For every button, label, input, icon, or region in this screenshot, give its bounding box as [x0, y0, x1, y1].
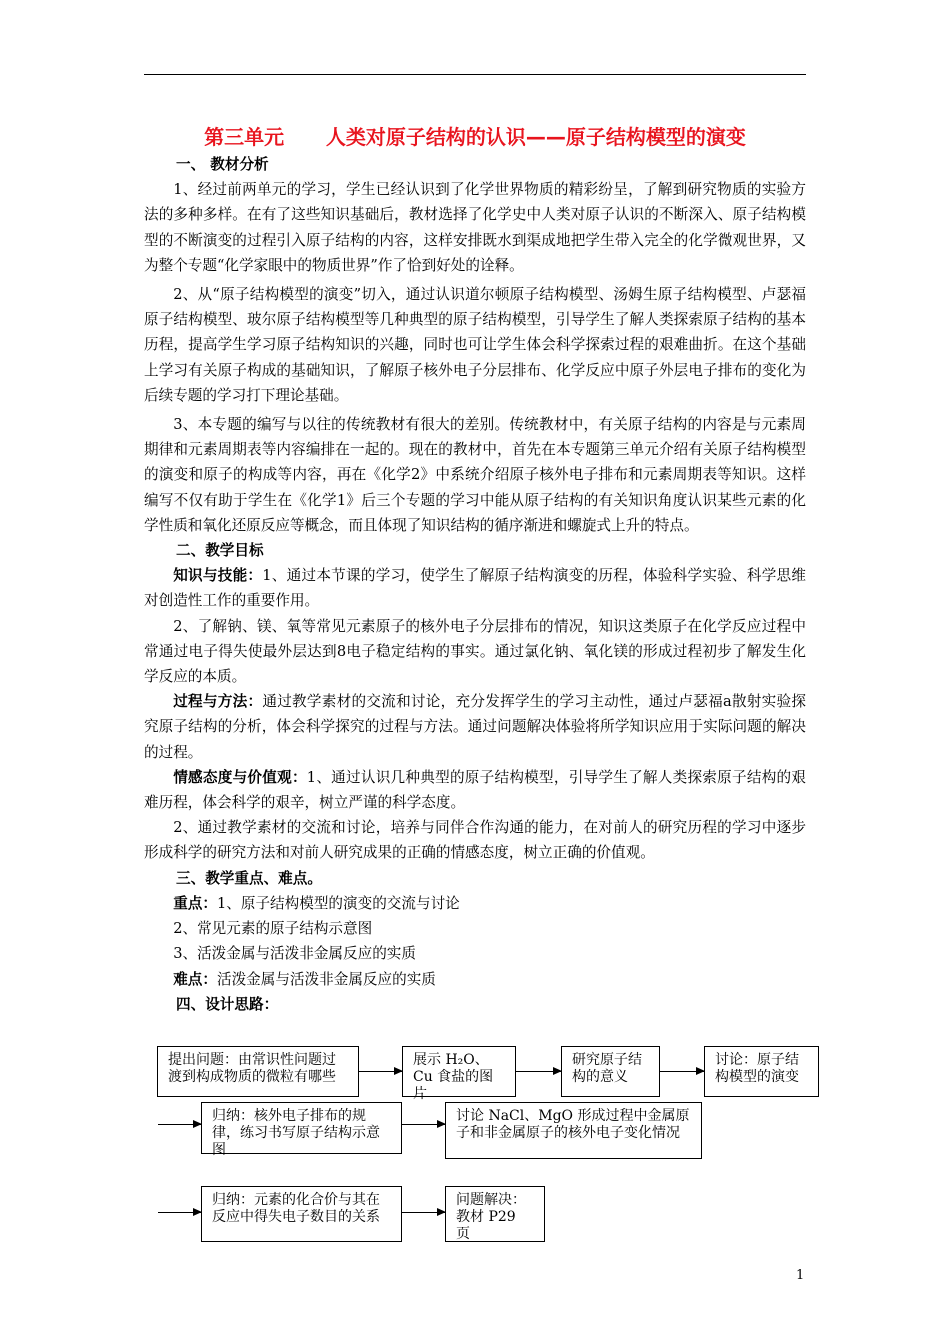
flow-box-discuss-nacl-mgo: 讨论 NaCl、MgO 形成过程中金属原子和非金属原子的核外电子变化情况 — [445, 1102, 702, 1159]
flow-box-valence-summary: 归纳：元素的化合价与其在反应中得失电子数目的关系 — [201, 1186, 402, 1242]
document-body — [144, 152, 806, 1017]
section-heading-3: 三、教学重点、难点。 — [176, 869, 322, 887]
paragraph: 3、本专题的编写与以往的传统教材有很大的差别。传统教材中，有关原子结构的内容是与元素周期律和元素周期表等内容编排在一起的。现在的教材中，首先在本专题第三单元介绍有关原子结构模型的演变和原子的构成等内容，再在《化学2》中系统介绍原子核外电子排布和元素周期表等知识。这样编写不仅有助于学生在《化学1》后三个专题的学习中能从原子结构的有关知识角度认识某些元素的化学性质和氧化还原反应等概念，而且体现了知识结构的循序渐进和螺旋式上升的特点。 — [144, 416, 806, 534]
label-process: 过程与方法： — [173, 693, 263, 711]
flow-box-raise-question: 提出问题：由常识性问题过渡到构成物质的微粒有哪些 — [157, 1046, 359, 1097]
flow-arrow — [359, 1071, 402, 1072]
section-heading-4: 四、设计思路： — [176, 995, 279, 1013]
paragraph-text: 1、原子结构模型的演变的交流与讨论 — [216, 894, 460, 912]
paragraph: 2、常见元素的原子结构示意图 — [173, 920, 373, 938]
flow-arrow — [158, 1124, 201, 1125]
paragraph-text: 1、通过认识几种典型的原子结构模型，引导学生了解人类探索原子结构的艰难历程，体会科学的艰辛，树立严谨的科学态度。 — [144, 768, 806, 812]
paragraph: 2、了解钠、镁、氧等常见元素原子的核外电子分层排布的情况，知识这类原子在化学反应过程中常通过电子得失使最外层达到8电子稳定结构的事实。通过氯化钠、氧化镁的形成过程初步了解发生化学反应的本质。 — [144, 617, 806, 686]
page-number: 1 — [796, 1268, 805, 1283]
flow-box-research-meaning: 研究原子结构的意义 — [561, 1046, 660, 1097]
flow-box-show-pictures: 展示 H₂O、Cu 食盐的图片 — [402, 1046, 516, 1097]
label-attitude: 情感态度与价值观： — [173, 768, 307, 786]
paragraph-text: 活泼金属与活泼非金属反应的实质 — [216, 970, 436, 988]
paragraph: 2、从“原子结构模型的演变”切入，通过认识道尔顿原子结构模型、汤姆生原子结构模型、卢瑟福原子结构模型、玻尔原子结构模型等几种典型的原子结构模型，引导学生了解人类探索原子结构的基本历程，提高学生学习原子结构知识的兴趣，同时也可让学生体会科学探索过程的艰难曲折。在这个基础上学习有关原子构成的基础知识，了解原子核外电子分层排布、化学反应中原子外层电子排布的变化为后续专题的学习打下理论基础。 — [144, 286, 806, 404]
paragraph: 3、活泼金属与活泼非金属反应的实质 — [173, 945, 416, 963]
paragraph — [144, 689, 806, 765]
label-difficulties: 难点： — [173, 970, 217, 988]
label-knowledge: 知识与技能： — [173, 567, 263, 585]
paragraph — [144, 891, 806, 916]
flow-arrow — [516, 1071, 561, 1072]
flow-box-electron-rules: 归纳：核外电子排布的规律，练习书写原子结构示意图 — [201, 1102, 402, 1154]
paragraph: 2、通过教学素材的交流和讨论，培养与同伴合作沟通的能力，在对前人的研究历程的学习中逐步形成科学的研究方法和对前人研究成果的正确的情感态度，树立正确的价值观。 — [144, 819, 806, 862]
paragraph-text: 1、通过本节课的学习，使学生了解原子结构演变的历程，体验科学实验、科学思维对创造性工作的重要作用。 — [144, 567, 806, 610]
flow-arrow — [660, 1071, 704, 1072]
paragraph-text: 通过教学素材的交流和讨论，充分发挥学生的学习主动性，通过卢瑟福a散射实验探究原子结构的分析，体会科学探究的过程与方法。通过问题解决体验将所学知识应用于实际问题的解决的过程。 — [144, 693, 806, 761]
section-heading-2: 二、教学目标 — [176, 542, 264, 560]
paragraph — [144, 765, 806, 815]
paragraph: 1、经过前两单元的学习，学生已经认识到了化学世界物质的精彩纷呈，了解到研究物质的实验方法的多种多样。在有了这些知识基础后，教材选择了化学史中人类对原子认识的不断深入、原子结构模型的不断演变的过程引入原子结构的内容，这样安排既水到渠成地把学生带入完全的化学微观世界，又为整个专题“化学家眼中的物质世界”作了恰到好处的诠释。 — [144, 181, 806, 274]
paragraph — [144, 967, 806, 992]
flow-box-problem-solving: 问题解决：教材 P29 页 — [445, 1186, 545, 1242]
section-heading-1: 一、 教材分析 — [176, 156, 269, 173]
header-rule — [144, 74, 806, 75]
flow-box-discuss-models: 讨论：原子结构模型的演变 — [704, 1046, 819, 1097]
flow-arrow — [158, 1212, 201, 1213]
flow-arrow — [402, 1124, 445, 1125]
label-key-points: 重点： — [173, 894, 217, 912]
page-title: 第三单元 人类对原子结构的认识——原子结构模型的演变 — [204, 125, 746, 149]
flow-arrow — [402, 1212, 445, 1213]
paragraph — [144, 563, 806, 613]
